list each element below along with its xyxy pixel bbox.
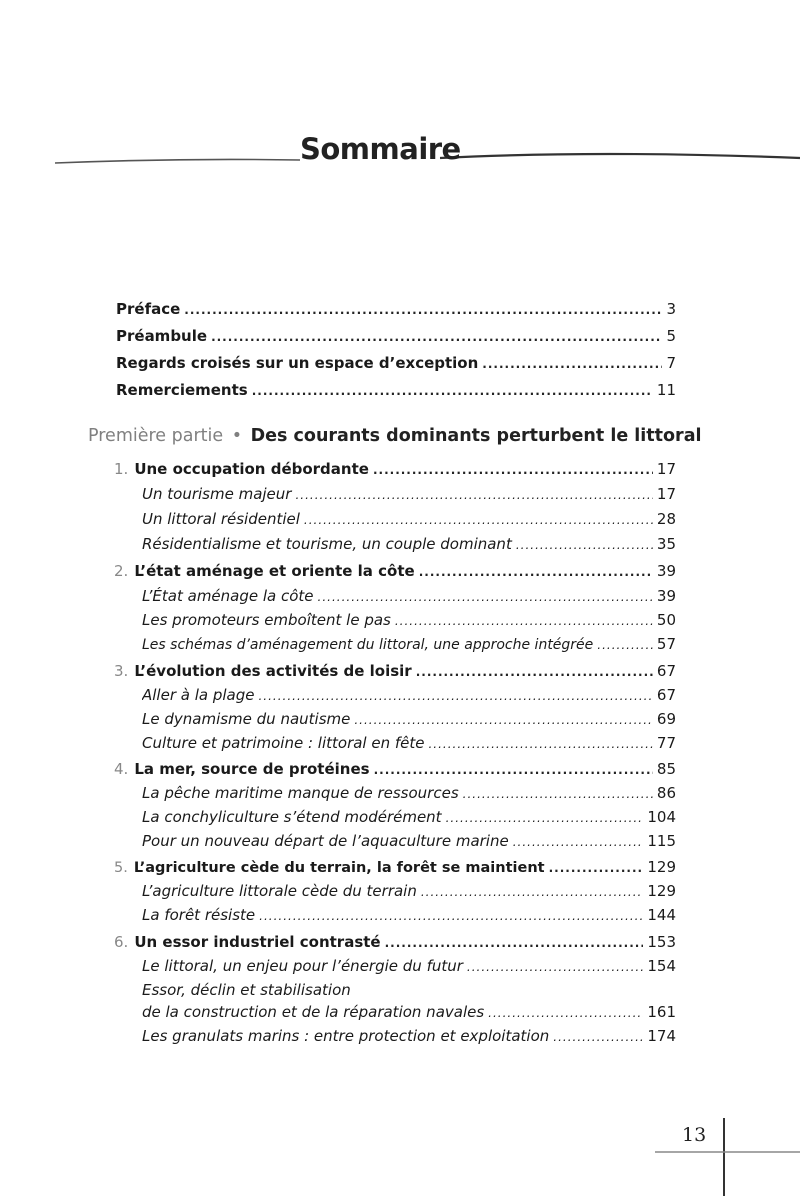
subentry-label: La conchyliculture s’étend modérément (142, 808, 442, 826)
subentry-label: Le littoral, un enjeu pour l’énergie du futur (142, 957, 463, 975)
subentry-label: La pêche maritime manque de ressources (142, 784, 459, 802)
chapter-title: L’évolution des activités de loisir (134, 662, 412, 680)
subentry-label: Les promoteurs emboîtent le pas (142, 611, 391, 629)
subentry-label: L’agriculture littorale cède du terrain (142, 882, 417, 900)
toc-page-number: 129 (647, 858, 676, 876)
toc-page-number: 28 (656, 510, 676, 528)
toc-entry-label: Remerciements (116, 381, 248, 399)
chapter-number: 6. (114, 933, 129, 951)
subentry-label: Culture et patrimoine : littoral en fête (142, 734, 425, 752)
toc-page-number: 7 (666, 354, 676, 372)
part-prefix: Première partie (88, 426, 224, 446)
toc-page-number: 115 (647, 832, 676, 850)
part-title: Des courants dominants perturbent le littoral (250, 426, 702, 446)
subentry-label: Un tourisme majeur (142, 485, 292, 503)
subentry-label: Résidentialisme et tourisme, un couple dominant (142, 535, 512, 553)
toc-page-number: 161 (647, 1003, 676, 1021)
toc-page-number: 39 (656, 587, 676, 605)
subentry-label: L’État aménage la côte (142, 587, 314, 605)
page-number: 13 (682, 1124, 707, 1146)
subentry-label: La forêt résiste (142, 906, 256, 924)
chapter-title: Une occupation débordante (134, 460, 369, 478)
toc-page-number: 17 (656, 460, 676, 478)
chapter-title: Un essor industriel contrasté (134, 933, 381, 951)
toc-page-number: 3 (666, 300, 676, 318)
toc-page-number: 39 (656, 562, 676, 580)
toc-entry-label: Préface (116, 300, 181, 318)
subentry-label: Pour un nouveau départ de l’aquaculture marine (142, 832, 509, 850)
chapter-title: L’état aménage et oriente la côte (134, 562, 415, 580)
page-title: Sommaire (300, 132, 461, 166)
toc-page-number: 174 (647, 1027, 676, 1045)
toc-page-number: 35 (656, 535, 676, 553)
toc-page-number: 69 (656, 710, 676, 728)
chapter-title: L’agriculture cède du terrain, la forêt se maintient (133, 860, 545, 876)
toc-page-number: 153 (647, 933, 676, 951)
toc-page-number: 129 (647, 882, 676, 900)
chapter-number: 4. (114, 760, 129, 778)
subentry-label: Un littoral résidentiel (142, 510, 300, 528)
toc-page-number: 50 (656, 611, 676, 629)
chapter-number: 2. (114, 562, 129, 580)
chapter-number: 1. (114, 460, 129, 478)
toc-page-number: 5 (666, 327, 676, 345)
part-bullet: • (231, 426, 243, 446)
toc-page-number: 57 (656, 635, 676, 653)
subentry-label: Les schémas d’aménagement du littoral, une approche intégrée (142, 637, 594, 653)
subentry-label: Aller à la plage (142, 686, 255, 704)
chapter-number: 3. (114, 662, 129, 680)
toc-page-number: 144 (647, 906, 676, 924)
toc-page-number: 154 (647, 957, 676, 975)
toc-page-number: 67 (656, 662, 676, 680)
subentry-label: de la construction et de la réparation navales (142, 1003, 485, 1021)
toc-page-number: 77 (656, 734, 676, 752)
chapter-title: La mer, source de protéines (134, 760, 370, 778)
toc-page-number: 67 (656, 686, 676, 704)
toc-page-number: 86 (656, 784, 676, 802)
toc-entry-label: Regards croisés sur un espace d’exception (116, 354, 479, 372)
toc-page-number: 85 (656, 760, 676, 778)
subentry-label: Les granulats marins : entre protection et exploitation (142, 1027, 550, 1045)
chapter-number: 5. (114, 860, 128, 876)
toc-page-number: 11 (656, 381, 676, 399)
toc-page-number: 104 (647, 808, 676, 826)
subentry-label: Essor, déclin et stabilisation (142, 981, 351, 999)
toc-page-number: 17 (656, 485, 676, 503)
subentry-label: Le dynamisme du nautisme (142, 710, 351, 728)
toc-entry-label: Préambule (116, 327, 208, 345)
